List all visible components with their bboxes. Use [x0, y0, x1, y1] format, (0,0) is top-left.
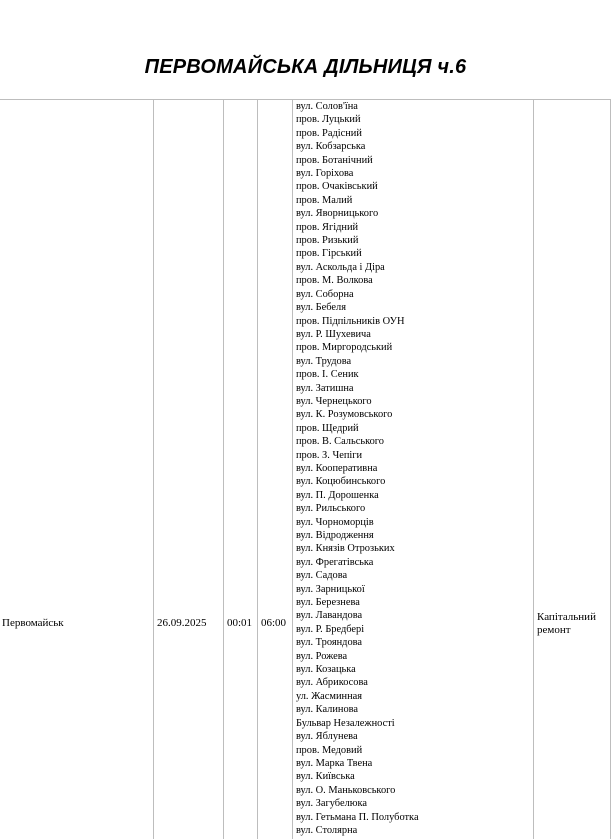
street-item: вул. Чорноморців — [296, 516, 374, 528]
column-divider — [533, 100, 534, 839]
street-item: пров. Радісний — [296, 127, 362, 139]
street-item: вул. Чернецького — [296, 395, 372, 407]
street-item: вул. Соборна — [296, 288, 354, 300]
street-item: пров. Ризький — [296, 235, 359, 247]
street-item: вул. Кобзарська — [296, 141, 366, 153]
street-item: вул. Київська — [296, 771, 355, 783]
street-item: вул. Відродження — [296, 530, 374, 541]
column-divider — [292, 100, 293, 839]
street-item: вул. Р. Шухевича — [296, 328, 371, 340]
street-item: пров. Луцький — [296, 114, 361, 126]
settlement-cell: Первомайськ — [2, 617, 64, 629]
street-item: вул. К. Розумовського — [296, 409, 393, 421]
reason-cell: Капітальний ремонт — [537, 611, 596, 636]
street-item: вул. Яворницького — [296, 208, 379, 220]
street-item: пров. Підпільників ОУН — [296, 315, 405, 327]
street-item: пров. Очаківський — [296, 181, 378, 193]
street-item: вул. Кооперативна — [296, 462, 378, 474]
street-item: вул. Бебеля — [296, 302, 346, 314]
street-item: пров. Гірський — [296, 248, 362, 260]
street-item: вул. Козацька — [296, 664, 356, 676]
street-item: вул. Р. Бредбері — [296, 623, 365, 635]
street-item: пров. М. Волкова — [296, 275, 373, 287]
street-list — [296, 100, 532, 837]
street-item: вул. Березнева — [296, 597, 360, 609]
date-cell: 26.09.2025 — [157, 617, 207, 629]
street-item: вул. Фрегатівська — [296, 556, 374, 568]
time-from-cell: 00:01 — [227, 617, 253, 629]
street-item: вул. П. Дорошенка — [296, 489, 379, 501]
column-divider — [153, 100, 154, 839]
street-item: вул. Солов'їна — [296, 101, 358, 112]
time-to-cell: 06:00 — [261, 617, 287, 629]
street-item: вул. Яблунева — [296, 731, 358, 743]
street-item: пров. В. Сальського — [296, 436, 385, 448]
street-item: вул. Рожева — [296, 650, 348, 662]
street-item: вул. Загубелюка — [296, 798, 368, 810]
street-item: Бульвар Незалежності — [296, 717, 395, 729]
street-item: пров. Миргородський — [296, 342, 393, 354]
street-item: вул. Горіхова — [296, 168, 354, 180]
column-divider — [257, 100, 258, 839]
street-item: пров. Ботанічний — [296, 154, 373, 166]
street-item: вул. О. Маньковського — [296, 784, 396, 796]
street-item: вул. Зарницької — [296, 583, 365, 595]
street-item: вул. Аскольда і Діра — [296, 261, 385, 273]
street-item: ул. Жасминная — [296, 690, 363, 702]
page-title: ПЕРВОМАЙСЬКА ДІЛЬНИЦЯ ч.6 — [144, 56, 467, 78]
street-item: вул. Трудова — [296, 355, 352, 367]
street-item: вул. Трояндова — [296, 637, 363, 649]
street-item: вул. Марка Твена — [296, 757, 373, 769]
street-item: пров. З. Чепіги — [296, 449, 363, 461]
street-item: вул. Князів Отрозьких — [296, 543, 395, 555]
outage-table — [0, 99, 611, 839]
street-item: вул. Садова — [296, 570, 348, 582]
street-item: пров. Ягідний — [296, 221, 359, 233]
street-item: вул. Коцюбинського — [296, 476, 386, 488]
street-item: вул. Абрикосова — [296, 677, 368, 689]
street-item: пров. Щедрий — [296, 422, 359, 434]
street-item: вул. Столярна — [296, 824, 358, 836]
street-item: вул. Лавандова — [296, 610, 363, 622]
street-item: пров. Малий — [296, 194, 353, 206]
street-item: вул. Рильського — [296, 503, 366, 515]
street-item: пров. І. Сеник — [296, 369, 359, 381]
column-divider — [223, 100, 224, 839]
street-item: вул. Гетьмана П. Полуботка — [296, 811, 419, 823]
street-item: пров. Медовий — [296, 744, 363, 756]
street-item: вул. Затишна — [296, 382, 354, 394]
street-item: вул. Калинова — [296, 704, 359, 716]
